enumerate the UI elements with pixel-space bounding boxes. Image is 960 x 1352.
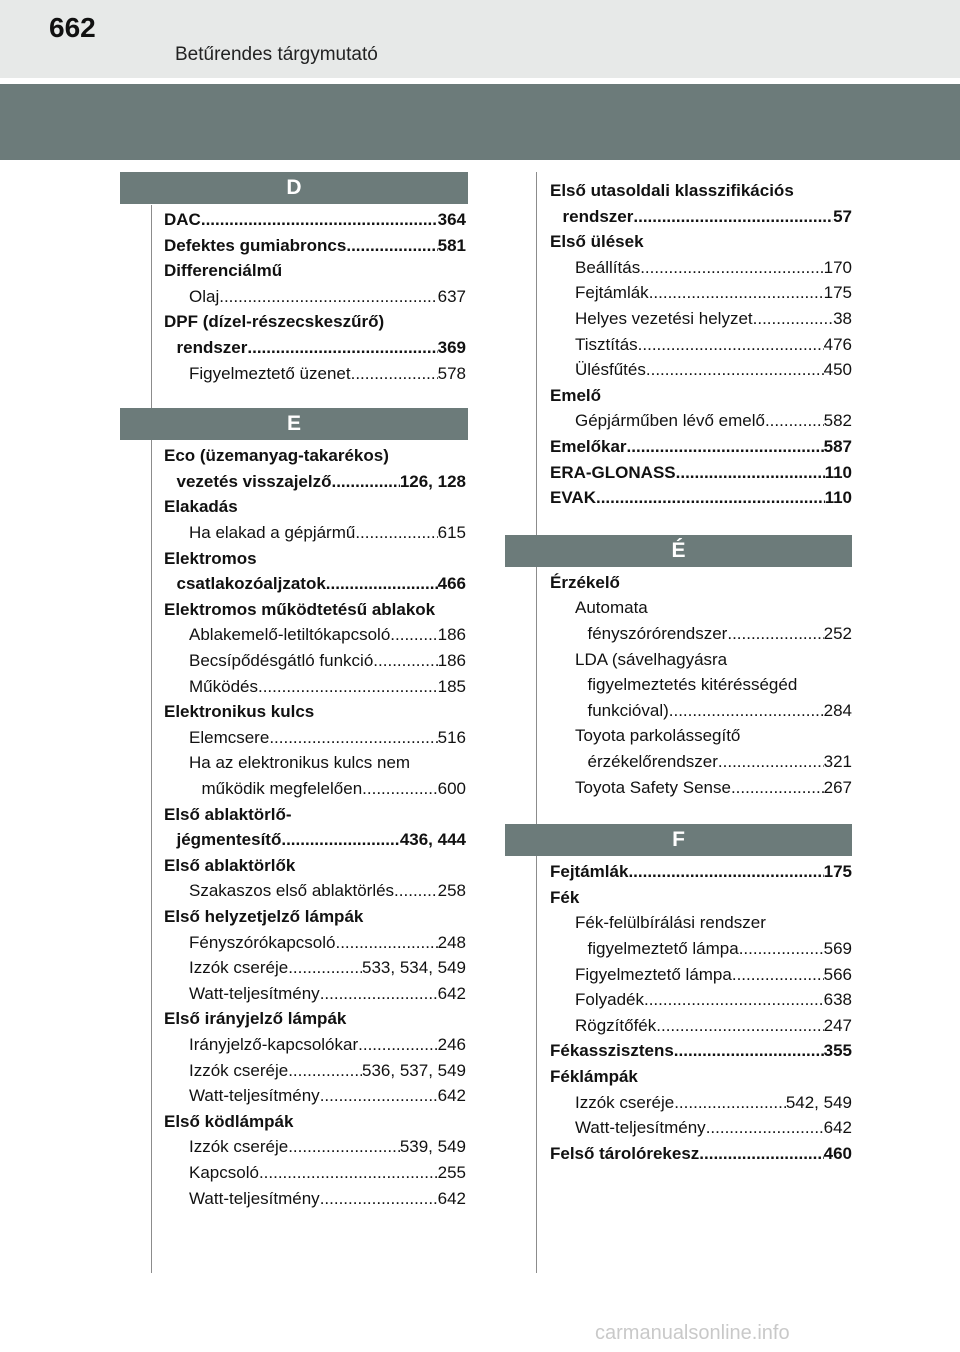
index-entry [189, 981, 466, 1007]
entry-term: csatlakozóaljzatok [176, 574, 326, 594]
index-entry [164, 546, 466, 572]
entry-page-ref: 110 [824, 462, 852, 482]
index-entry [164, 904, 466, 930]
entry-page-ref: 170 [823, 257, 852, 277]
entry-page-ref: 364 [437, 210, 466, 229]
index-entry [550, 1141, 852, 1167]
entry-term: Féklámpák [550, 1067, 638, 1086]
dot-leader [247, 335, 437, 361]
dot-leader [281, 827, 399, 853]
entry-page-ref: 637 [437, 286, 466, 306]
entry-term: Első irányjelző lámpák [164, 1009, 347, 1029]
entry-term: LDA (sávelhagyásra [575, 649, 728, 669]
entry-term: Watt-teljesítmény [189, 983, 320, 1003]
index-entry [575, 1013, 852, 1039]
index-entry [164, 207, 466, 233]
index-entry [575, 647, 852, 673]
index-entry [575, 775, 852, 801]
entry-page-ref: 369 [437, 338, 466, 357]
entry-page-ref: 321 [823, 752, 852, 771]
dot-leader [362, 776, 437, 802]
index-entry [550, 1038, 852, 1064]
entry-term: Felső tárolórekesz [550, 1143, 700, 1163]
entry-term: Ablakemelő-letiltókapcsoló [189, 625, 391, 645]
dot-leader [201, 207, 438, 233]
index-entry [550, 383, 852, 409]
entry-term: rendszer [562, 206, 634, 226]
entry-page-ref: 581 [437, 235, 466, 255]
dot-leader [676, 460, 825, 486]
entry-term: Toyota parkolássegítő [575, 726, 741, 746]
entry-term: Toyota Safety Sense [575, 777, 731, 797]
dot-leader [390, 622, 437, 648]
dot-leader [346, 233, 437, 259]
dot-leader [646, 357, 824, 383]
entry-page-ref: 642 [823, 1118, 852, 1138]
dot-leader [320, 1186, 438, 1212]
entry-term: Működés [189, 676, 258, 696]
index-entry [189, 750, 466, 776]
entry-page-ref: 175 [823, 283, 852, 303]
entry-page-ref: 642 [437, 983, 466, 1003]
index-entry [575, 1090, 852, 1116]
index-entry [164, 1006, 466, 1032]
dot-leader [320, 981, 438, 1007]
dot-leader [732, 962, 824, 988]
index-entry [189, 878, 466, 904]
entry-term: Beállítás [575, 257, 641, 277]
entry-page-ref: 460 [823, 1143, 852, 1163]
entry-term: jégmentesítő [176, 830, 282, 850]
entry-term: Fejtámlák [575, 283, 649, 303]
dot-leader [355, 520, 437, 546]
index-entry [189, 1186, 466, 1212]
entry-term: Érzékelő [550, 572, 620, 592]
dot-leader [394, 878, 438, 904]
entry-page-ref: 582 [823, 411, 852, 431]
dot-leader [219, 284, 437, 310]
index-entry [575, 306, 852, 332]
dot-leader [706, 1115, 824, 1141]
index-entry [550, 434, 852, 460]
entry-term: fényszórórendszer [587, 624, 728, 643]
index-entry [164, 853, 466, 879]
index-entry [550, 460, 852, 486]
index-entry [164, 802, 466, 828]
entry-term: Automata [575, 598, 648, 618]
entry-page-ref: 466 [437, 574, 466, 594]
entry-term: Kapcsoló [189, 1163, 259, 1182]
index-entry [189, 674, 466, 700]
index-entry [575, 332, 852, 358]
dot-leader [718, 749, 824, 775]
entry-term: figyelmeztető lámpa [587, 939, 739, 958]
entry-term: Emelő [550, 385, 602, 405]
index-entry [550, 570, 852, 596]
entry-page-ref: 175 [823, 862, 852, 882]
index-entry [588, 672, 853, 698]
index-entry [177, 571, 467, 597]
index-entry [164, 494, 466, 520]
index-entry [189, 1032, 466, 1058]
entry-term: Becsípődésgátló funkció [189, 651, 374, 670]
entry-page-ref: 600 [437, 779, 466, 798]
entry-term: ERA-GLONASS [550, 462, 676, 482]
index-entry [164, 597, 466, 623]
dot-leader [335, 930, 437, 956]
entry-term: Gépjárműben lévő emelő [575, 411, 765, 431]
index-entry [588, 698, 853, 724]
entry-page-ref: 185 [437, 676, 466, 696]
section-letter-D: D [120, 172, 468, 204]
entry-page-ref: 569 [823, 939, 852, 958]
index-entry [575, 910, 852, 936]
section-letter-E: E [120, 408, 468, 440]
index-entry [575, 723, 852, 749]
dot-leader [649, 280, 824, 306]
entry-term: Watt-teljesítmény [189, 1086, 320, 1106]
index-entry [550, 485, 852, 511]
entry-page-ref: 252 [823, 624, 852, 643]
dot-leader [731, 775, 824, 801]
index-entry [588, 936, 853, 962]
entry-term: Elektromos működtetésű ablakok [164, 599, 436, 619]
dot-leader [258, 674, 438, 700]
entry-term: Elektronikus kulcs [164, 702, 315, 722]
entry-term: Helyes vezetési helyzet [575, 309, 753, 328]
dot-leader [669, 698, 824, 724]
entry-term: DPF (dízel-részecskeszűrő) [164, 312, 385, 332]
entry-page-ref: 615 [437, 523, 466, 542]
index-entry [189, 520, 466, 546]
index-entry [189, 648, 466, 674]
index-entry [189, 1160, 466, 1186]
header-band [0, 0, 960, 78]
entry-page-ref: 247 [823, 1015, 852, 1035]
dot-leader [644, 987, 824, 1013]
entry-page-ref: 284 [823, 700, 852, 720]
entry-page-ref: 57 [833, 206, 852, 226]
dot-leader [765, 408, 824, 434]
dot-leader [351, 361, 438, 387]
index-entry [550, 1064, 852, 1090]
index-entry [588, 621, 853, 647]
entry-term: EVAK [550, 488, 596, 508]
entry-term: vezetés visszajelző [176, 471, 332, 491]
entry-page-ref: 542, 549 [785, 1092, 852, 1112]
index-entry [550, 229, 852, 255]
entry-term: Tisztítás [575, 334, 638, 354]
entry-page-ref: 258 [437, 881, 466, 901]
entry-term: Irányjelző-kapcsolókar [189, 1035, 359, 1054]
dot-leader [326, 571, 438, 597]
entry-term: Első ködlámpák [164, 1111, 294, 1131]
dot-leader [269, 725, 437, 751]
dot-leader [640, 255, 823, 281]
entry-page-ref: 246 [437, 1035, 466, 1054]
index-entry [189, 1083, 466, 1109]
entry-page-ref: 638 [823, 990, 852, 1010]
column-divider-left [151, 205, 152, 1273]
entry-term: Elakadás [164, 497, 238, 517]
dot-leader [596, 485, 825, 511]
entry-page-ref: 578 [437, 363, 466, 383]
entry-term: Izzók cseréje [189, 1137, 289, 1157]
entry-page-ref: 450 [823, 360, 852, 380]
entry-term: Izzók cseréje [189, 958, 289, 978]
entry-page-ref: 476 [823, 334, 852, 354]
dot-leader [674, 1090, 786, 1116]
entry-term: Elemcsere [189, 727, 270, 747]
index-entry [563, 204, 853, 230]
entry-term: Fék [550, 887, 580, 907]
dot-leader [699, 1141, 823, 1167]
dot-leader [628, 859, 823, 885]
entry-term: Figyelmeztető üzenet [189, 363, 351, 383]
index-entry [575, 357, 852, 383]
entry-term: Izzók cseréje [575, 1092, 675, 1112]
dot-leader [288, 1134, 400, 1160]
entry-term: Ha az elektronikus kulcs nem [189, 753, 411, 773]
index-entry [550, 885, 852, 911]
index-entry [575, 595, 852, 621]
dot-leader [373, 648, 437, 674]
column-divider-middle [536, 172, 537, 1273]
entry-term: Eco (üzemanyag-takarékos) [164, 446, 389, 466]
entry-term: rendszer [176, 338, 248, 357]
entry-page-ref: 566 [823, 964, 852, 984]
dot-leader [288, 1058, 362, 1084]
entry-page-ref: 355 [823, 1041, 852, 1061]
entry-term: Fényszórókapcsoló [189, 932, 336, 952]
index-entry [189, 622, 466, 648]
decorative-band [0, 84, 960, 160]
index-entry [177, 827, 467, 853]
entry-term: Differenciálmű [164, 261, 283, 281]
entry-page-ref: 126, 128 [399, 471, 466, 491]
entry-term: Watt-teljesítmény [575, 1118, 706, 1138]
entry-term: Fék-felülbírálási rendszer [575, 913, 766, 933]
entry-term: Első ülések [550, 232, 644, 252]
entry-page-ref: 536, 537, 549 [362, 1060, 466, 1080]
entry-page-ref: 248 [437, 932, 466, 952]
entry-term: Rögzítőfék [575, 1015, 657, 1035]
entry-term: figyelmeztetés kitérésségéd [587, 675, 798, 695]
entry-term: Szakaszos első ablaktörlés [189, 881, 395, 901]
index-entry [575, 1115, 852, 1141]
index-entry [189, 725, 466, 751]
entry-page-ref: 642 [437, 1086, 466, 1106]
index-entry [189, 1058, 466, 1084]
entry-term: Ha elakad a gépjármű [189, 523, 356, 542]
dot-leader [331, 469, 399, 495]
entry-page-ref: 255 [437, 1163, 466, 1182]
entry-term: Első ablaktörlő- [164, 804, 292, 824]
page-number: 662 [49, 12, 96, 43]
index-entry [575, 408, 852, 434]
dot-leader [288, 955, 362, 981]
index-entry [550, 859, 852, 885]
index-entry [164, 233, 466, 259]
entry-page-ref: 110 [824, 488, 852, 508]
index-entry [177, 335, 467, 361]
index-entry [189, 361, 466, 387]
entry-page-ref: 186 [437, 651, 466, 670]
watermark: carmanualsonline.info [595, 1322, 790, 1344]
dot-leader [259, 1160, 438, 1186]
entry-term: Fejtámlák [550, 862, 629, 882]
entry-term: működik megfelelően [201, 779, 363, 798]
index-entry [189, 930, 466, 956]
index-entry [202, 776, 467, 802]
entry-page-ref: 642 [437, 1188, 466, 1208]
index-entry [177, 469, 467, 495]
dot-leader [739, 936, 824, 962]
entry-term: Fékasszisztens [550, 1041, 674, 1061]
index-entry [575, 987, 852, 1013]
entry-term: Első helyzetjelző lámpák [164, 907, 364, 926]
section-letter-É: É [505, 535, 852, 567]
entry-page-ref: 436, 444 [399, 830, 466, 850]
entry-page-ref: 186 [437, 625, 466, 645]
entry-term: Első ablaktörlők [164, 855, 296, 875]
entry-page-ref: 539, 549 [399, 1137, 466, 1157]
entry-term: Folyadék [575, 990, 644, 1010]
dot-leader [727, 621, 823, 647]
dot-leader [656, 1013, 823, 1039]
dot-leader [674, 1038, 824, 1064]
index-entry [588, 749, 853, 775]
entry-term: Watt-teljesítmény [189, 1188, 320, 1208]
index-entry [575, 255, 852, 281]
index-entry [575, 962, 852, 988]
entry-page-ref: 533, 534, 549 [362, 958, 466, 978]
entry-term: Defektes gumiabroncs [164, 235, 347, 255]
entry-page-ref: 587 [823, 437, 852, 456]
entry-term: Emelőkar [550, 437, 627, 456]
entry-page-ref: 38 [833, 309, 852, 328]
entry-term: DAC [164, 210, 201, 229]
index-entry [189, 1134, 466, 1160]
index-entry [189, 284, 466, 310]
entry-term: Ülésfűtés [575, 360, 646, 380]
entry-page-ref: 267 [823, 777, 852, 797]
page-title: Betűrendes tárgymutató [175, 44, 378, 65]
entry-term: Figyelmeztető lámpa [575, 964, 732, 984]
index-entry [164, 443, 466, 469]
index-entry [550, 178, 852, 204]
section-letter-F: F [505, 824, 852, 856]
entry-page-ref: 516 [437, 727, 466, 747]
index-entry [164, 309, 466, 335]
entry-term: Első utasoldali klasszifikációs [550, 181, 794, 200]
index-entry [164, 258, 466, 284]
index-entry [164, 1109, 466, 1135]
dot-leader [358, 1032, 437, 1058]
entry-term: Elektromos [164, 548, 257, 568]
dot-leader [753, 306, 833, 332]
entry-term: Izzók cseréje [189, 1060, 289, 1080]
dot-leader [627, 434, 824, 460]
index-entry [189, 955, 466, 981]
dot-leader [638, 332, 824, 358]
index-entry [164, 699, 466, 725]
index-entry [575, 280, 852, 306]
entry-term: Olaj [189, 286, 220, 306]
dot-leader [320, 1083, 438, 1109]
entry-term: érzékelőrendszer [587, 752, 718, 771]
entry-term: funkcióval) [587, 700, 669, 720]
dot-leader [633, 204, 833, 230]
